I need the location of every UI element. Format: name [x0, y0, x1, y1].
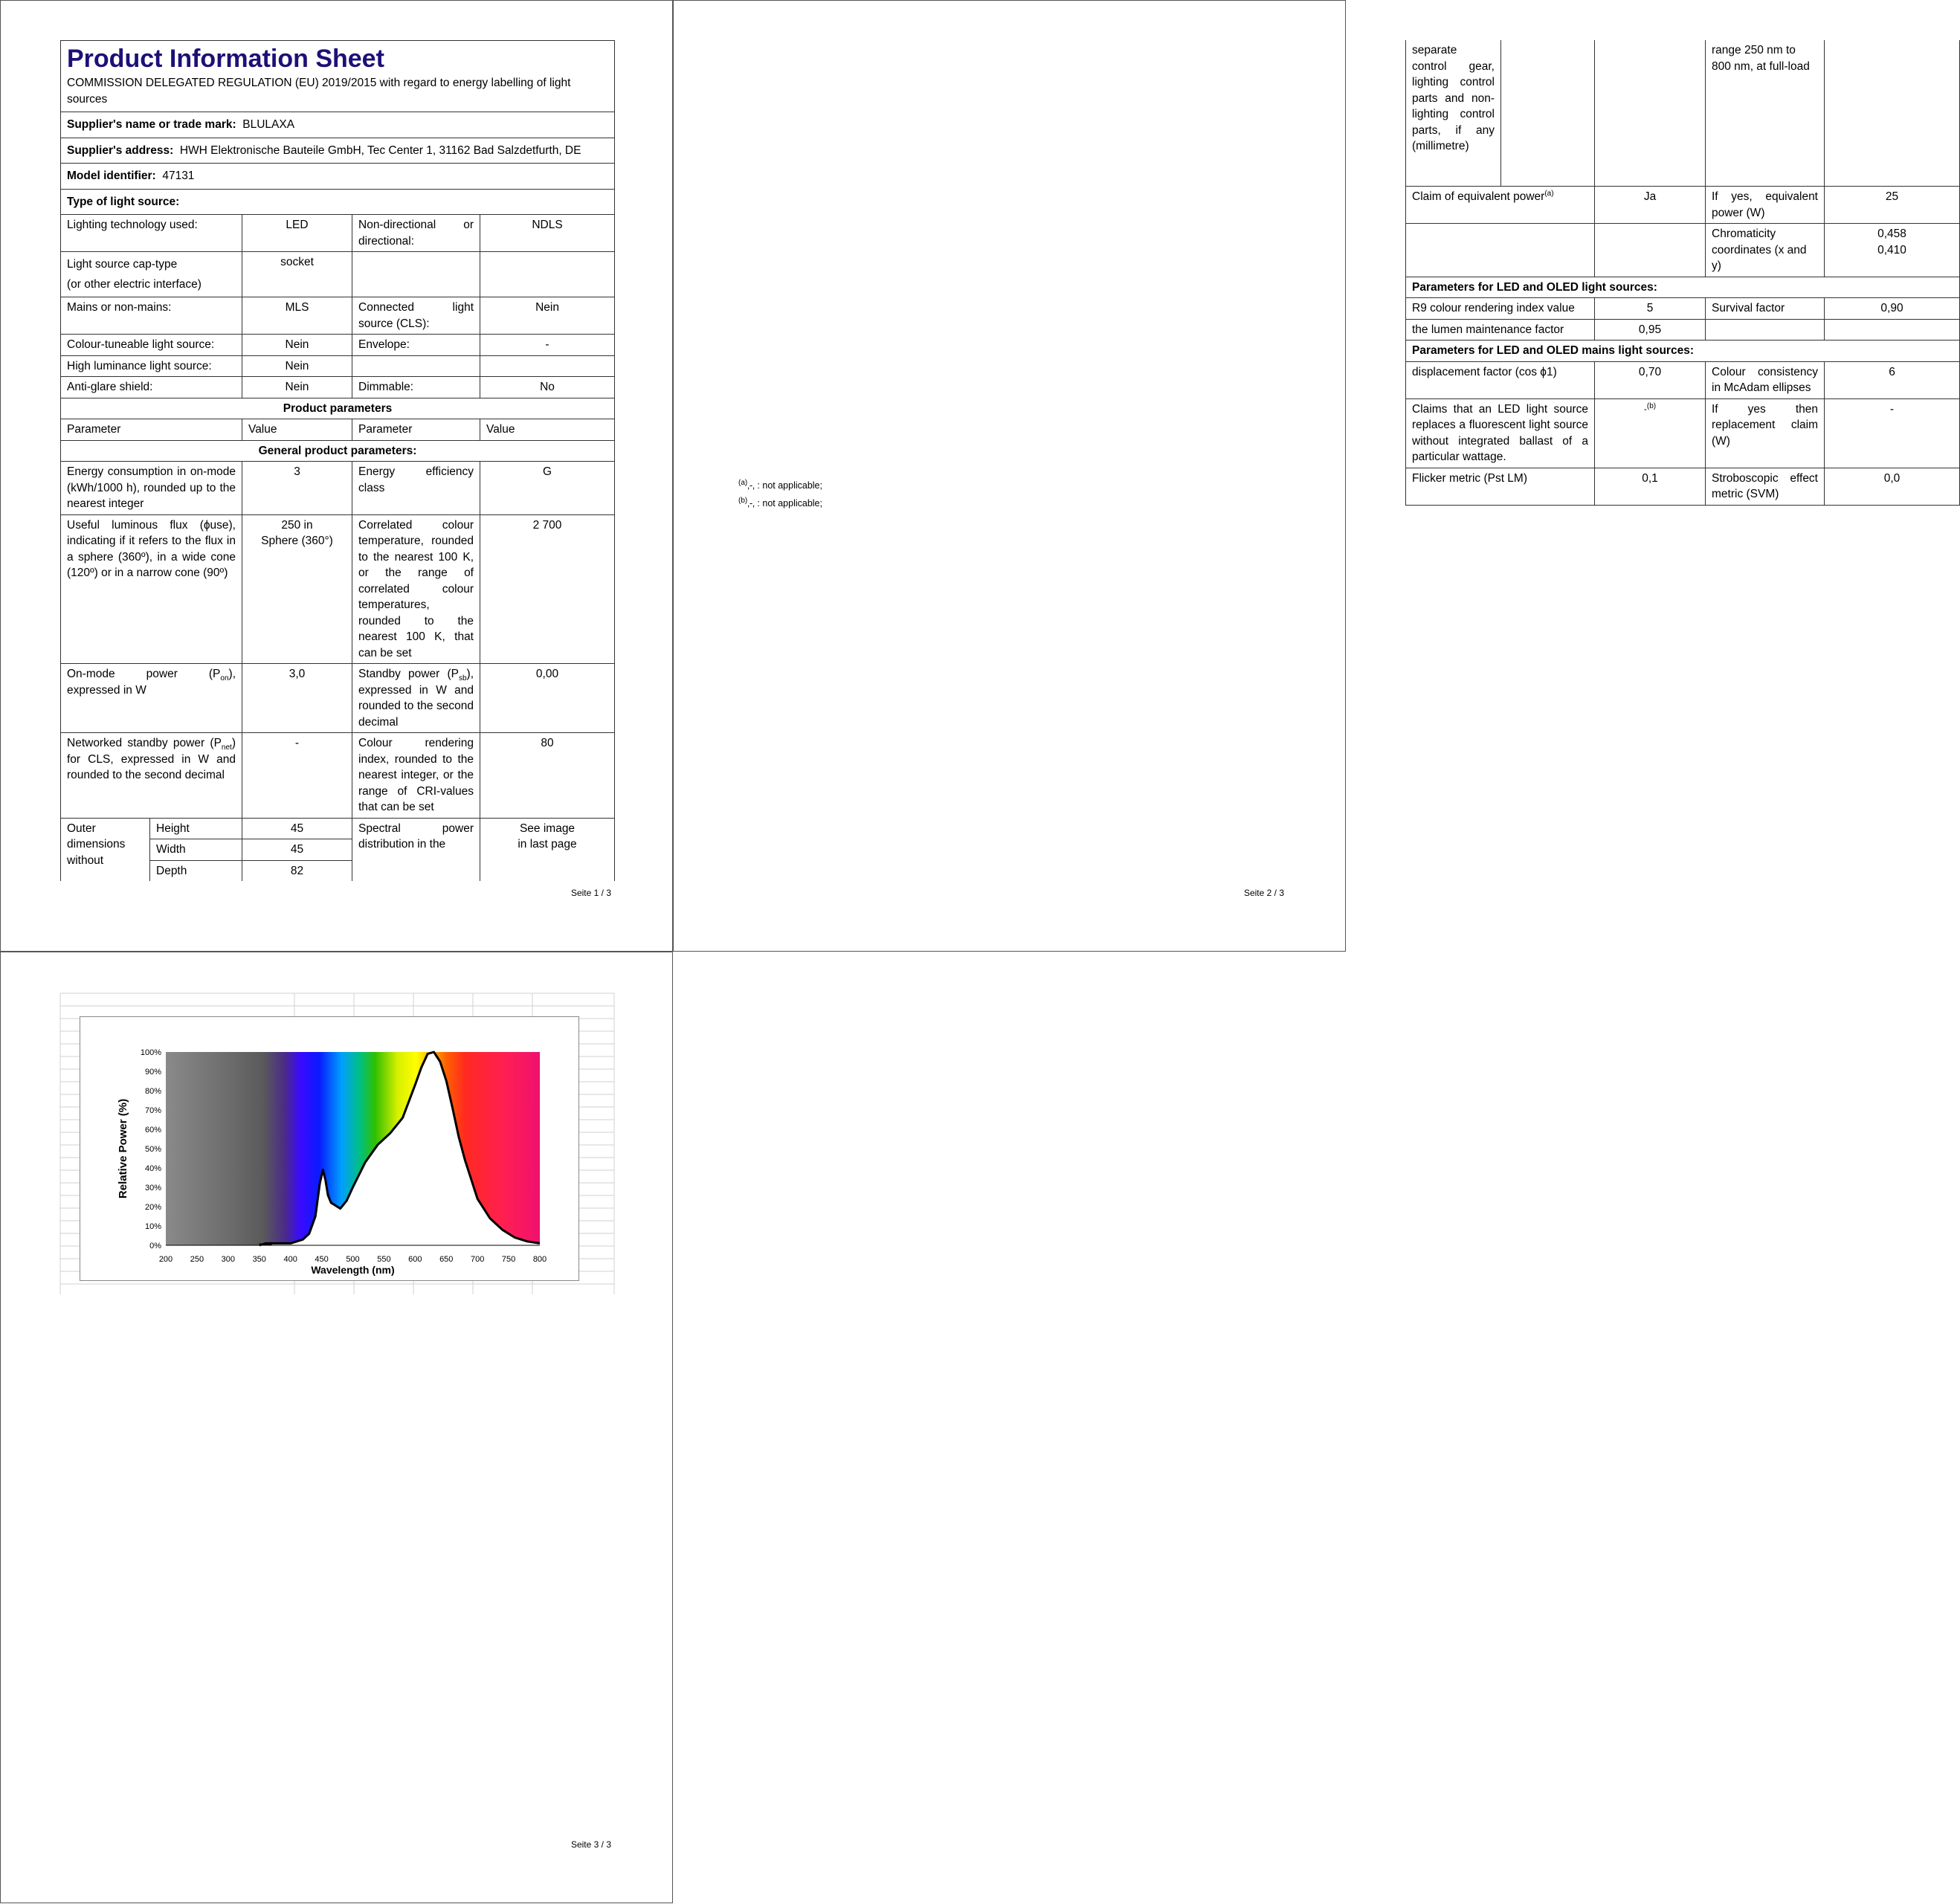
x-tick-label: 300: [221, 1255, 236, 1264]
y-tick-label: 80%: [144, 1087, 161, 1096]
footnote-b-sup: (b): [738, 496, 748, 505]
equiv-if-value: 25: [1825, 187, 1960, 224]
chart-frame: [80, 1016, 579, 1281]
width-label: Width: [150, 839, 242, 861]
cri-value: 80: [480, 733, 615, 819]
page-number-2: Seite 2 / 3: [1243, 888, 1284, 898]
cap-label-2: (or other electric interface): [67, 278, 202, 291]
height-label: Height: [150, 818, 242, 839]
eclass-value: G: [480, 462, 615, 515]
cri-label: Colour rendering index, rounded to the nearest integer, or the range of CRI-values that can be set: [352, 733, 480, 819]
mains-label: Mains or non-mains:: [61, 297, 242, 335]
x-tick-label: 250: [190, 1255, 204, 1264]
claims-sup: (b): [1646, 401, 1657, 410]
tech-label: Lighting technology used:: [61, 215, 242, 252]
connected-value: Nein: [480, 297, 615, 335]
connected-label: Connected light source (CLS):: [352, 297, 480, 335]
highlum-value: Nein: [242, 355, 352, 377]
netstandby-value: -: [242, 733, 352, 819]
y-tick-label: 10%: [144, 1222, 161, 1231]
envelope-label: Envelope:: [352, 335, 480, 356]
y-tick-label: 0%: [149, 1242, 161, 1250]
flux-value-2: Sphere (360°): [261, 535, 333, 547]
regulation-text: COMMISSION DELEGATED REGULATION (EU) 2019/2015 with regard to energy labelling of light sources: [61, 74, 615, 112]
flux-label: Useful luminous flux (ϕuse), indicating if it refers to the flux in a sphere (360º), in a wide cone (120º) or in a narrow cone (90º): [61, 514, 242, 664]
mains-header: Parameters for LED and OLED mains light sources:: [1406, 341, 1960, 362]
y-tick-label: 20%: [144, 1203, 161, 1212]
directional-value: NDLS: [480, 215, 615, 252]
equiv-value: Ja: [1595, 187, 1706, 224]
x-tick-label: 800: [532, 1255, 547, 1264]
y-tick-label: 40%: [144, 1164, 161, 1173]
x-tick-label: 400: [283, 1255, 297, 1264]
spd-value-1: See image: [519, 822, 576, 835]
mcadam-label: Colour consistency in McAdam ellipses: [1706, 361, 1825, 398]
general-parameters-header: General product parameters:: [61, 440, 615, 462]
y-tick-label: 30%: [144, 1184, 161, 1193]
r9-value: 5: [1595, 298, 1706, 320]
directional-label: Non-directional or directional:: [352, 215, 480, 252]
antiglare-label: Anti-glare shield:: [61, 377, 242, 398]
chroma-x: 0,458: [1877, 227, 1906, 240]
mains-value: MLS: [242, 297, 352, 335]
x-axis-label: Wavelength (nm): [311, 1264, 395, 1276]
x-tick-label: 600: [408, 1255, 422, 1264]
disp-value: 0,70: [1595, 361, 1706, 398]
page-title: Product Information Sheet: [67, 45, 384, 73]
page-number-3: Seite 3 / 3: [570, 1839, 611, 1850]
product-parameters-header: Product parameters: [61, 398, 615, 419]
equiv-sup: (a): [1544, 189, 1554, 198]
replace-value: -: [1825, 398, 1960, 468]
flux-value-1: 250 in: [281, 518, 313, 532]
page-3: [0, 952, 673, 1903]
model-label: Model identifier:: [67, 170, 156, 182]
col-value-2: Value: [480, 419, 615, 441]
x-tick-label: 200: [158, 1255, 173, 1264]
supplier-name-label: Supplier's name or trade mark:: [67, 118, 236, 131]
dimmable-label: Dimmable:: [352, 377, 480, 398]
eclass-label: Energy efficiency class: [352, 462, 480, 515]
lumen-value: 0,95: [1595, 319, 1706, 341]
y-axis-label: Relative Power (%): [117, 1098, 129, 1199]
lumen-label: the lumen maintenance factor: [1406, 319, 1595, 341]
survival-label: Survival factor: [1706, 298, 1825, 320]
type-header: Type of light source:: [61, 189, 615, 215]
claims-label: Claims that an LED light source replaces a fluorescent light source without integrated ballast of a particular wattage.: [1406, 398, 1595, 468]
netstandby-label-a: Networked standby power (P: [67, 737, 222, 749]
product-information-table-continued: [1405, 40, 1959, 506]
standby-label-a: Standby power (P: [358, 668, 459, 680]
netstandby-label-sub: net: [221, 743, 232, 752]
standby-label-sub: sb: [458, 674, 467, 683]
y-tick-label: 60%: [144, 1126, 161, 1135]
strobo-label: Stroboscopic effect metric (SVM): [1706, 468, 1825, 505]
onmode-value: 3,0: [242, 664, 352, 733]
height-value: 45: [242, 818, 352, 839]
onmode-label-sub: on: [220, 674, 229, 683]
model-identifier: 47131: [162, 170, 195, 182]
x-tick-label: 650: [439, 1255, 454, 1264]
replace-label: If yes then replacement claim (W): [1706, 398, 1825, 468]
footnote-a: [738, 477, 822, 494]
dimmable-value: No: [480, 377, 615, 398]
equiv-label: Claim of equivalent power: [1412, 190, 1545, 203]
mcadam-value: 6: [1825, 361, 1960, 398]
energy-label: Energy consumption in on-mode (kWh/1000 h), rounded up to the nearest integer: [61, 462, 242, 515]
footnote-a-sup: (a): [738, 478, 748, 487]
supplier-name: BLULAXA: [242, 118, 295, 131]
cap-value: socket: [242, 252, 352, 297]
equiv-if-label: If yes, equivalent power (W): [1706, 187, 1825, 224]
y-tick-label: 50%: [144, 1145, 161, 1154]
x-tick-label: 500: [346, 1255, 360, 1264]
disp-label: displacement factor (cos ϕ1): [1406, 361, 1595, 398]
tuneable-label: Colour-tuneable light source:: [61, 335, 242, 356]
footnote-b: [738, 494, 822, 512]
spectral-power-chart: [80, 1017, 578, 1280]
chroma-label: Chromaticity coordinates (x and y): [1706, 224, 1825, 277]
spd-label: Spectral power distribution in the: [352, 818, 480, 881]
page-number-1: Seite 1 / 3: [570, 888, 611, 898]
cap-label-1: Light source cap-type: [67, 258, 178, 271]
standby-label-b: ), expressed in W and rounded to the second decimal: [358, 668, 474, 729]
netstandby-label-b: ) for CLS, expressed in W and rounded to the second decimal: [67, 737, 236, 781]
cct-value: 2 700: [480, 514, 615, 664]
antiglare-value: Nein: [242, 377, 352, 398]
x-tick-label: 700: [470, 1255, 485, 1264]
supplier-address: HWH Elektronische Bauteile GmbH, Tec Center 1, 31162 Bad Salzdetfurth, DE: [179, 143, 581, 157]
led-header: Parameters for LED and OLED light sources:: [1406, 277, 1960, 298]
col-parameter-1: Parameter: [61, 419, 242, 441]
spd-range-text: range 250 nm to 800 nm, at full-load: [1706, 40, 1825, 187]
width-value: 45: [242, 839, 352, 861]
highlum-label: High luminance light source:: [61, 355, 242, 377]
strobo-value: 0,0: [1825, 468, 1960, 505]
tuneable-value: Nein: [242, 335, 352, 356]
standby-value: 0,00: [480, 664, 615, 733]
x-tick-label: 350: [252, 1255, 266, 1264]
cct-label: Correlated colour temperature, rounded to the nearest 100 K, or the range of correlated colour temperatures, rounded to the nearest 100 K, that can be set: [352, 514, 480, 664]
onmode-label-a: On-mode power (P: [67, 668, 221, 680]
depth-label: Depth: [150, 860, 242, 881]
x-tick-label: 450: [315, 1255, 329, 1264]
page-2: [673, 0, 1906, 952]
r9-label: R9 colour rendering index value: [1406, 298, 1595, 320]
footnote-b-text: ‚-‚ : not applicable;: [747, 498, 822, 509]
claims-value: -: [1643, 403, 1647, 414]
product-information-table: [60, 40, 614, 881]
y-tick-label: 90%: [144, 1068, 161, 1077]
y-tick-label: 70%: [144, 1106, 161, 1115]
footnotes: [738, 477, 822, 512]
flicker-label: Flicker metric (Pst LM): [1406, 468, 1595, 505]
tech-value: LED: [242, 215, 352, 252]
outer-dimensions-label: Outer dimensions without: [61, 818, 150, 881]
col-parameter-2: Parameter: [352, 419, 480, 441]
col-value-1: Value: [242, 419, 352, 441]
onmode-label-b: ), expressed in W: [67, 668, 236, 697]
footnote-a-text: ‚-‚ : not applicable;: [747, 480, 822, 491]
dimensions-continued-label: separate control gear, lighting control parts and non-lighting control parts, if any (millimetre): [1406, 40, 1501, 187]
chroma-y: 0,410: [1877, 243, 1906, 256]
y-tick-label: 100%: [140, 1048, 161, 1057]
envelope-value: -: [480, 335, 615, 356]
page-1: [0, 0, 673, 952]
survival-value: 0,90: [1825, 298, 1960, 320]
spd-value-2: in last page: [518, 838, 577, 851]
depth-value: 82: [242, 860, 352, 881]
energy-value: 3: [242, 462, 352, 515]
flicker-value: 0,1: [1595, 468, 1706, 505]
x-tick-label: 550: [377, 1255, 391, 1264]
x-tick-label: 750: [501, 1255, 516, 1264]
supplier-address-label: Supplier's address:: [67, 143, 174, 157]
